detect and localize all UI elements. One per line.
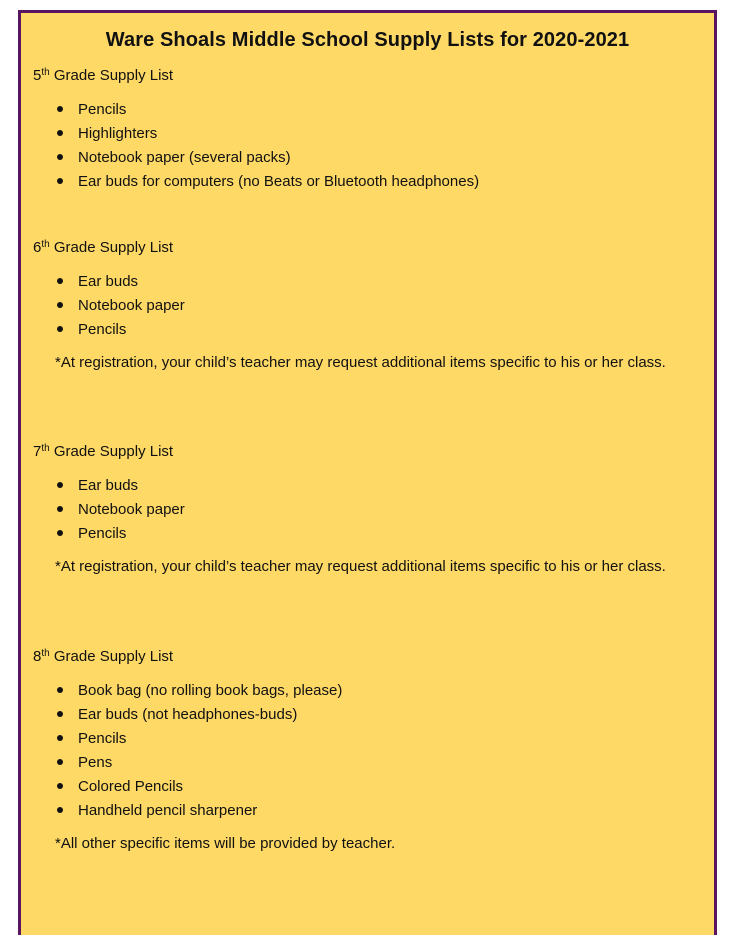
item-text: Notebook paper xyxy=(78,501,185,518)
bullet-icon xyxy=(57,302,63,308)
grade-8-section xyxy=(33,647,693,855)
section-heading xyxy=(33,66,693,86)
page-title: Ware Shoals Middle School Supply Lists for 2020-2021 xyxy=(105,29,630,51)
item-text: Notebook paper xyxy=(78,297,185,314)
list-item xyxy=(33,727,693,751)
list-item xyxy=(33,270,693,294)
bullet-icon xyxy=(57,278,63,284)
supply-list xyxy=(33,474,693,546)
bullet-icon xyxy=(57,154,63,160)
item-text: Ear buds xyxy=(78,477,139,494)
bullet-icon xyxy=(57,687,63,693)
item-text: Ear buds for computers (no Beats or Bluetooth headphones) xyxy=(78,173,480,190)
list-item xyxy=(33,122,693,146)
supply-list xyxy=(33,98,693,194)
list-item xyxy=(33,98,693,122)
bullet-icon xyxy=(57,711,63,717)
list-item xyxy=(33,679,693,703)
heading-text: Grade Supply List xyxy=(49,443,174,460)
item-text: Book bag (no rolling book bags, please) xyxy=(78,682,343,699)
item-text: Colored Pencils xyxy=(78,778,184,795)
item-text: Pencils xyxy=(78,525,127,542)
bullet-icon xyxy=(57,506,63,512)
list-item xyxy=(33,751,693,775)
bullet-icon xyxy=(57,482,63,488)
supply-list xyxy=(33,679,693,823)
grade-number: 5 xyxy=(33,67,42,84)
item-text: Handheld pencil sharpener xyxy=(78,802,258,819)
bullet-icon xyxy=(57,530,63,536)
bullet-icon xyxy=(57,759,63,765)
grade-suffix: th xyxy=(41,443,50,454)
grade-suffix: th xyxy=(41,648,50,659)
heading-text: Grade Supply List xyxy=(49,648,174,665)
grade-5-section xyxy=(33,66,693,194)
supply-list xyxy=(33,270,693,342)
list-item xyxy=(33,294,693,318)
item-text: Pencils xyxy=(78,101,127,118)
bullet-icon xyxy=(57,106,63,112)
section-heading xyxy=(33,647,693,667)
bullet-icon xyxy=(57,807,63,813)
section-note: *All other specific items will be provided by teacher. xyxy=(55,835,396,852)
list-item xyxy=(33,703,693,727)
section-note: *At registration, your child’s teacher may request additional items specific to his or her class. xyxy=(55,558,666,575)
bullet-icon xyxy=(57,326,63,332)
supply-list-panel xyxy=(18,10,717,935)
item-text: Notebook paper (several packs) xyxy=(78,149,291,166)
item-text: Ear buds (not headphones-buds) xyxy=(78,706,298,723)
grade-6-section xyxy=(33,238,693,374)
grade-suffix: th xyxy=(41,239,50,250)
section-heading xyxy=(33,442,693,462)
bullet-icon xyxy=(57,735,63,741)
grade-number: 7 xyxy=(33,443,42,460)
section-note: *At registration, your child’s teacher may request additional items specific to his or her class. xyxy=(55,354,666,371)
grade-suffix: th xyxy=(41,67,50,78)
grade-number: 8 xyxy=(33,648,42,665)
heading-text: Grade Supply List xyxy=(49,67,174,84)
list-item xyxy=(33,318,693,342)
grade-7-section xyxy=(33,442,693,578)
item-text: Pens xyxy=(78,754,113,771)
list-item xyxy=(33,799,693,823)
list-item xyxy=(33,522,693,546)
section-heading xyxy=(33,238,693,258)
item-text: Ear buds xyxy=(78,273,139,290)
bullet-icon xyxy=(57,783,63,789)
item-text: Highlighters xyxy=(78,125,158,142)
grade-number: 6 xyxy=(33,239,42,256)
list-item xyxy=(33,498,693,522)
list-item xyxy=(33,170,693,194)
item-text: Pencils xyxy=(78,321,127,338)
item-text: Pencils xyxy=(78,730,127,747)
heading-text: Grade Supply List xyxy=(49,239,174,256)
list-item xyxy=(33,474,693,498)
bullet-icon xyxy=(57,178,63,184)
bullet-icon xyxy=(57,130,63,136)
list-item xyxy=(33,775,693,799)
list-item xyxy=(33,146,693,170)
